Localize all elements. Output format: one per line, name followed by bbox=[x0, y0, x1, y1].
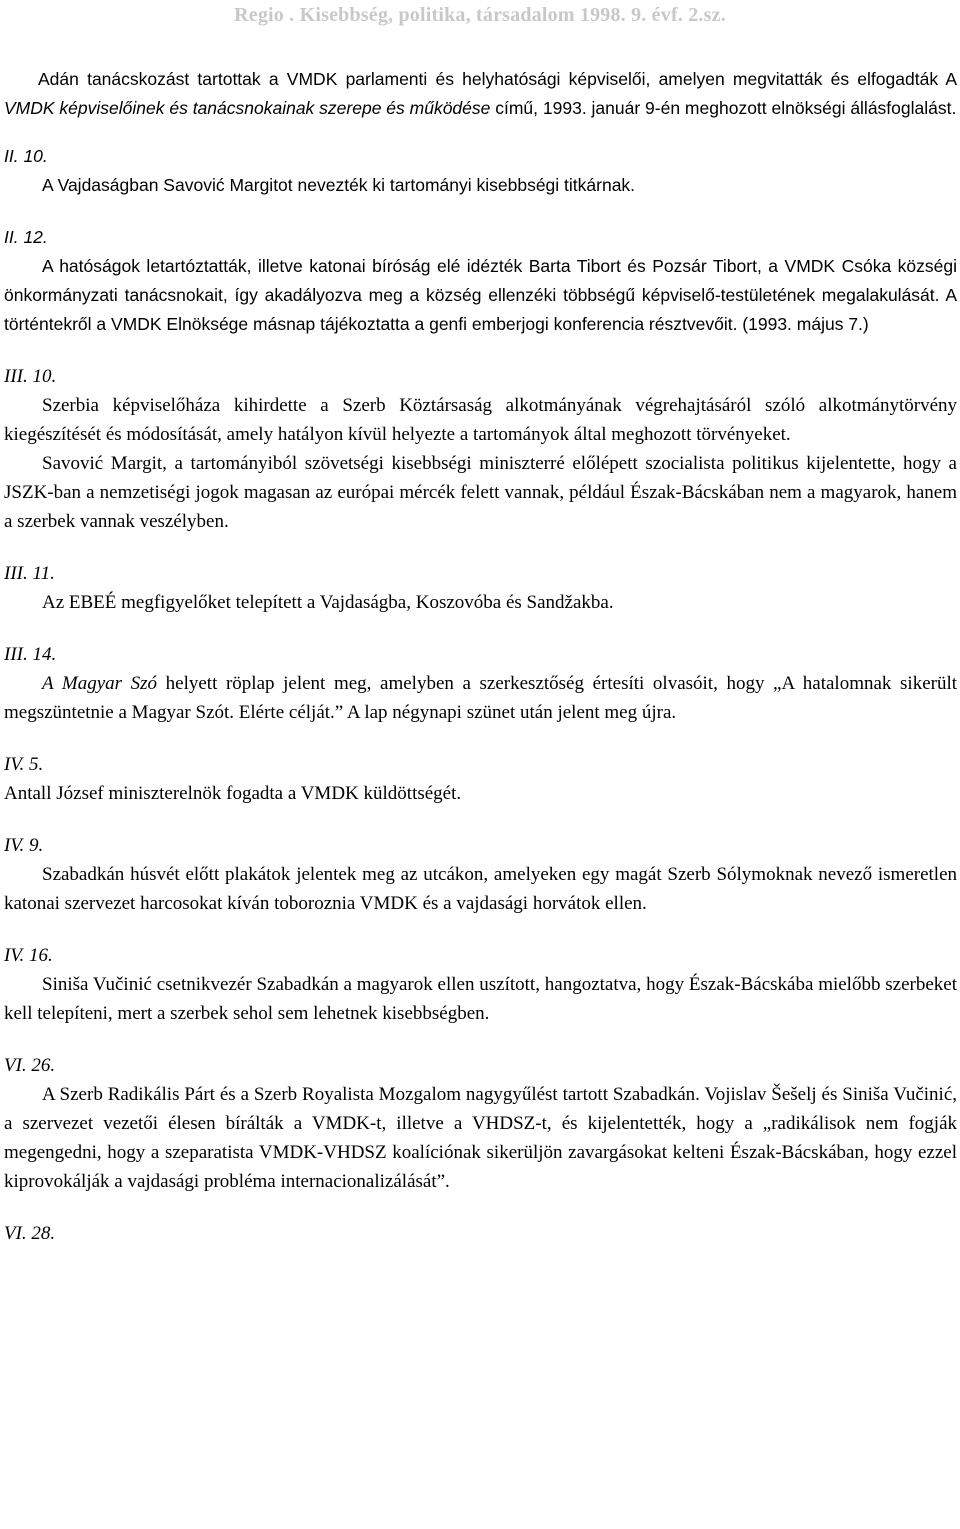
chronology-entry bbox=[4, 831, 957, 918]
entry-date: VI. 28. bbox=[4, 1223, 56, 1244]
running-header: Regio . Kisebbség, politika, társadalom 1998. 9. évf. 2.sz. bbox=[234, 4, 726, 26]
chronology-entry bbox=[4, 941, 957, 1028]
entry-text-part: című, 1993. január 9-én meghozott elnökségi állásfoglalást. bbox=[490, 98, 957, 118]
chronology-entry bbox=[4, 750, 957, 808]
chronology-entry bbox=[4, 1051, 957, 1196]
entry-text: Az EBEÉ megfigyelőket telepített a Vajdaságba, Koszovóba és Sandžakba. bbox=[42, 592, 614, 613]
entry-date: IV. 16. bbox=[4, 945, 53, 966]
entry-text-part: helyett röplap jelent meg, amelyben a szerkesztőség értesíti olvasóit, hogy „A hatalomnak sikerült megszüntetnie a Magyar Szót. Elérte célját.” A lap négynapi szünet után jelent meg újra. bbox=[4, 673, 958, 723]
entry-date: II. 12. bbox=[4, 227, 48, 247]
chronology-entry bbox=[4, 223, 957, 339]
entry-text: Siniša Vučinić csetnikvezér Szabadkán a magyarok ellen uszított, hangoztatva, hogy Észak-Bácskába mielőbb szerbeket kell telepíteni, mert a szerbek sehol sem lehetnek kisebbségben. bbox=[4, 974, 957, 1024]
entry-text bbox=[4, 65, 957, 123]
entry-date: II. 10. bbox=[4, 146, 48, 166]
document-body bbox=[4, 65, 957, 1248]
entry-text: Szabadkán húsvét előtt plakátok jelentek meg az utcákon, amelyeken egy magát Szerb Sólymoknak nevező ismeretlen katonai szervezet harcosokat kíván toboroznia VMDK és a vajdasági horvátok ellen. bbox=[4, 864, 957, 914]
chronology-entry bbox=[4, 362, 957, 536]
entry-text: Antall József miniszterelnök fogadta a VMDK küldöttségét. bbox=[4, 783, 462, 804]
entry-date: IV. 5. bbox=[4, 754, 44, 775]
entry-date: VI. 26. bbox=[4, 1055, 56, 1076]
entry-date: III. 11. bbox=[4, 563, 55, 584]
entry-text: A Szerb Radikális Párt és a Szerb Royalista Mozgalom nagygyűlést tartott Szabadkán. Vojislav Šešelj és Siniša Vučinić, a szervezet vezetői élesen bírálták a VMDK-t, illetve a VHDSZ-t, és kijelentették, hogy a „radikálisok nem fogják megengedni, hogy a szeparatista VMDK-VHDSZ koalíciónak sikerüljön zavargásokat kelteni Észak-Bácskában, hogy ezzel kiprovokálják a vajdasági probléma internacionalizálását”. bbox=[4, 1084, 957, 1192]
entry-date: III. 14. bbox=[4, 644, 57, 665]
chronology-entry bbox=[4, 1219, 957, 1248]
entry-text: A hatóságok letartóztatták, illetve katonai bíróság elé idézték Barta Tibort és Pozsár Tibort, a VMDK Csóka községi önkormányzati tanácsnokait, így akadályozva meg a község ellenzéki többségű képviselő-testületének megalakulását. A történtekről a VMDK Elnöksége másnap tájékoztatta a genfi emberjogi konferencia résztvevőit. (1993. május 7.) bbox=[4, 256, 957, 334]
chronology-entry bbox=[4, 142, 957, 200]
entry-text bbox=[4, 669, 957, 727]
document-title-italic: VMDK képviselőinek és tanácsnokainak szerepe és működése bbox=[4, 98, 491, 118]
entry-text: A Vajdaságban Savović Margitot nevezték ki tartományi kisebbségi titkárnak. bbox=[42, 175, 636, 195]
entry-date: IV. 9. bbox=[4, 835, 44, 856]
entry-date: III. 10. bbox=[4, 366, 57, 387]
chronology-entry bbox=[4, 65, 957, 123]
chronology-entry bbox=[4, 640, 957, 727]
entry-text-continued: Savović Margit, a tartományiból szövetségi kisebbségi miniszterré előlépett szocialista politikus kijelentette, hogy a JSZK-ban a nemzetiségi jogok magasan az európai mércék felett vannak, például Észak-Bácskában nem a magyarok, hanem a szerbek vannak veszélyben. bbox=[4, 453, 957, 532]
entry-text: Szerbia képviselőháza kihirdette a Szerb Köztársaság alkotmányának végrehajtásáról szóló alkotmánytörvény kiegészítését és módosítását, amely hatályon kívül helyezte a tartományok által meghozott törvényeket. bbox=[4, 395, 957, 445]
newspaper-title-italic: A Magyar Szó bbox=[42, 673, 158, 694]
chronology-entry bbox=[4, 559, 957, 617]
entry-text-part: Adán tanácskozást tartottak a VMDK parlamenti és helyhatósági képviselői, amelyen megvitatták és elfogadták A bbox=[38, 69, 957, 89]
